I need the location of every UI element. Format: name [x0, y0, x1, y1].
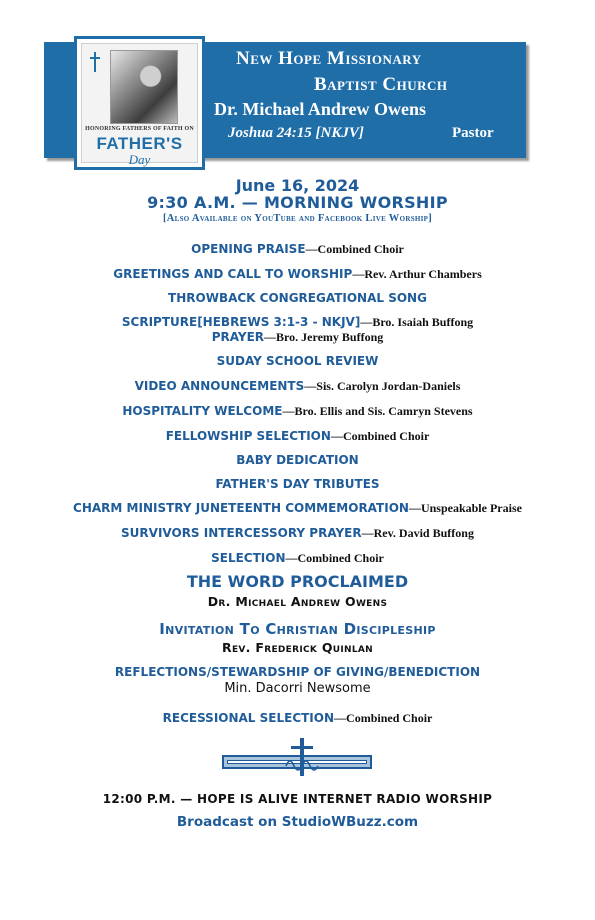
item-sep: —: [305, 242, 318, 256]
item-person: Combined Choir: [297, 551, 384, 565]
item-person: Bro. Isaiah Buffong: [372, 315, 474, 329]
item-sep: —: [360, 315, 373, 329]
item-person: Combined Choir: [317, 242, 404, 256]
item-sep: —: [282, 404, 295, 418]
item-person: Combined Choir: [346, 711, 433, 725]
item-title: PRAYER: [211, 330, 265, 344]
cross-icon: [88, 52, 102, 74]
program-item: [0, 425, 595, 444]
invitation-speaker: Rev. Frederick Quinlan: [222, 640, 373, 655]
card-tagline: HONORING FATHERS OF FAITH ON: [85, 126, 194, 132]
reflections-title: REFLECTIONS/STEWARDSHIP OF GIVING/BENEDICTION: [114, 665, 481, 679]
item-sep: —: [285, 551, 298, 565]
card-title: FATHER'S: [96, 134, 183, 153]
item-person: Unspeakable Praise: [420, 501, 522, 515]
program-item: [0, 522, 595, 541]
word-title: THE WORD PROCLAIMED: [186, 572, 409, 591]
item-sep: —: [408, 501, 421, 515]
program-item: [0, 547, 595, 566]
church-name-line1: New Hope Missionary: [236, 48, 422, 69]
item-sep: —: [361, 526, 374, 540]
reflections-speaker: Min. Dacorri Newsome: [224, 681, 371, 696]
item-person: Bro. Jeremy Buffong: [276, 330, 384, 344]
item-title: THROWBACK CONGREGATIONAL SONG: [168, 291, 427, 305]
church-name-line2: Baptist Church: [314, 74, 448, 95]
faith-cross-icon: [280, 736, 324, 780]
item-title: SELECTION: [211, 551, 286, 565]
item-sep: —: [264, 330, 277, 344]
item-sep: —: [352, 267, 365, 281]
item-title: SUDAY SCHOOL REVIEW: [216, 354, 379, 368]
item-title: CHARM MINISTRY JUNETEENTH COMMEMORATION: [73, 501, 409, 515]
broadcast-link[interactable]: Broadcast on StudioWBuzz.com: [176, 814, 419, 830]
item-person: Combined Choir: [342, 429, 430, 443]
card-frame: [81, 43, 198, 167]
item-title: OPENING PRAISE: [191, 242, 306, 256]
item-person: Sis. Carolyn Jordan-Daniels: [316, 379, 461, 393]
program-item: [0, 287, 595, 306]
item-person: Rev. David Buffong: [373, 526, 474, 540]
availability-note: [Also Available on YouTube and Facebook Live Worship]: [162, 213, 433, 224]
item-sep: —: [330, 429, 343, 443]
item-title: SCRIPTURE[HEBREWS 3:1-3 - NKJV]: [121, 315, 361, 329]
verse-reference: Joshua 24:15 [NKJV]: [228, 125, 364, 141]
item-title: BABY DEDICATION: [236, 453, 359, 467]
fathers-day-card: [74, 36, 205, 170]
item-title: SURVIVORS INTERCESSORY PRAYER: [121, 526, 362, 540]
program-item: [0, 473, 595, 492]
program-item: [0, 350, 595, 369]
service-time-title: 9:30 A.M. — MORNING WORSHIP: [147, 193, 448, 212]
pastor-name: Dr. Michael Andrew Owens: [214, 99, 427, 119]
item-sep: —: [304, 379, 317, 393]
card-subtitle: Day: [128, 152, 151, 167]
item-title: HOSPITALITY WELCOME: [122, 404, 283, 418]
item-sep: —: [334, 711, 347, 725]
program-item: [0, 497, 595, 516]
program-item: [0, 326, 595, 345]
program-item: [0, 707, 595, 726]
item-person: Bro. Ellis and Sis. Camryn Stevens: [294, 404, 473, 418]
program-item: [0, 238, 595, 257]
program-item: [0, 400, 595, 419]
father-son-photo: [110, 50, 178, 124]
item-title: RECESSIONAL SELECTION: [162, 711, 335, 725]
pastor-role: Pastor: [452, 125, 494, 141]
radio-worship: 12:00 P.M. — HOPE IS ALIVE INTERNET RADIO WORSHIP: [102, 792, 493, 806]
item-title: FATHER'S DAY TRIBUTES: [215, 477, 380, 491]
program-item: [0, 263, 595, 282]
item-title: GREETINGS AND CALL TO WORSHIP: [113, 267, 353, 281]
item-person: Rev. Arthur Chambers: [364, 267, 482, 281]
word-speaker: Dr. Michael Andrew Owens: [207, 594, 388, 609]
program-item: [0, 375, 595, 394]
program-item: [0, 449, 595, 468]
service-date: June 16, 2024: [235, 176, 360, 195]
item-title: FELLOWSHIP SELECTION: [165, 429, 331, 443]
invitation-title: Invitation To Christian Discipleship: [159, 620, 436, 638]
item-title: VIDEO ANNOUNCEMENTS: [134, 379, 305, 393]
